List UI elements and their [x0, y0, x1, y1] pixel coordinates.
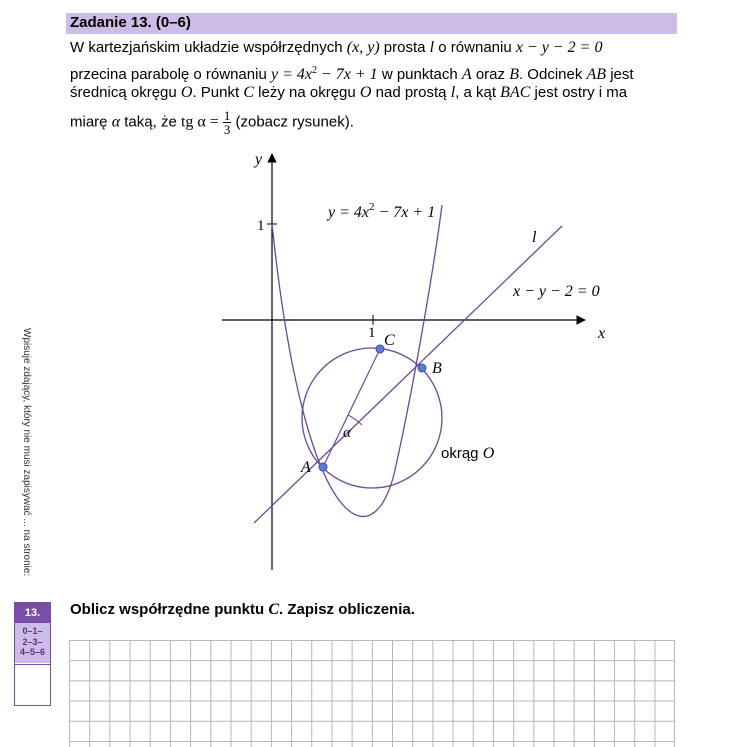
- problem-line-3: średnicą okręgu O. Punkt C leży na okręgu O nad prostą l, a kąt BAC jest ostry i ma: [70, 84, 628, 101]
- problem-line-2: przecina parabolę o równaniu $y = 4x^2 - 7x + 1$ w punktach A oraz B. Odcinek AB jest: [70, 64, 634, 83]
- point-b: [418, 364, 426, 372]
- score-box: [14, 602, 51, 706]
- side-margin-text: Wpisuje zdający, który nie musi zapisywać ... na stronie:: [21, 328, 32, 577]
- problem-statement: [70, 37, 680, 137]
- label-alpha: α: [343, 425, 351, 441]
- point-c: [376, 345, 384, 353]
- y-tick-label: 1: [257, 218, 265, 234]
- line-l-name: l: [532, 229, 537, 246]
- score-levels: 0–1– 2–3– 4–5–6: [15, 623, 50, 663]
- label-c: C: [384, 332, 395, 349]
- segment-ac: [323, 349, 380, 467]
- line-equation: x − y − 2 = 0: [513, 283, 600, 300]
- label-a: A: [301, 459, 311, 476]
- task-title: Zadanie 13. (0–6): [70, 14, 191, 31]
- parabola-equation: $y = 4x^2 - 7x + 1$: [328, 201, 436, 221]
- x-tick-label: 1: [368, 325, 376, 341]
- x-axis-label: x: [598, 325, 606, 342]
- problem-line-4: miarę α taką, że tg α = $\frac{1}{3}$ (zobacz rysunek).: [70, 107, 354, 137]
- geometry-figure: [210, 140, 630, 580]
- fraction-one-third: $\frac{1}{3}$: [223, 107, 231, 137]
- problem-line-1: W kartezjańskim układzie współrzędnych (x, y) prosta l o równaniu x − y − 2 = 0: [70, 39, 603, 56]
- score-entry-field[interactable]: [15, 664, 50, 706]
- label-b: B: [432, 360, 442, 377]
- y-axis-label: y: [255, 151, 263, 168]
- circle-label: okrąg O: [441, 445, 495, 462]
- task-header: [66, 13, 677, 34]
- parabola: [272, 205, 442, 517]
- task-instruction: Oblicz współrzędne punktu C. Zapisz obliczenia.: [70, 601, 415, 618]
- point-a: [319, 463, 327, 471]
- score-task-number: 13.: [15, 603, 50, 623]
- answer-grid[interactable]: [69, 640, 675, 747]
